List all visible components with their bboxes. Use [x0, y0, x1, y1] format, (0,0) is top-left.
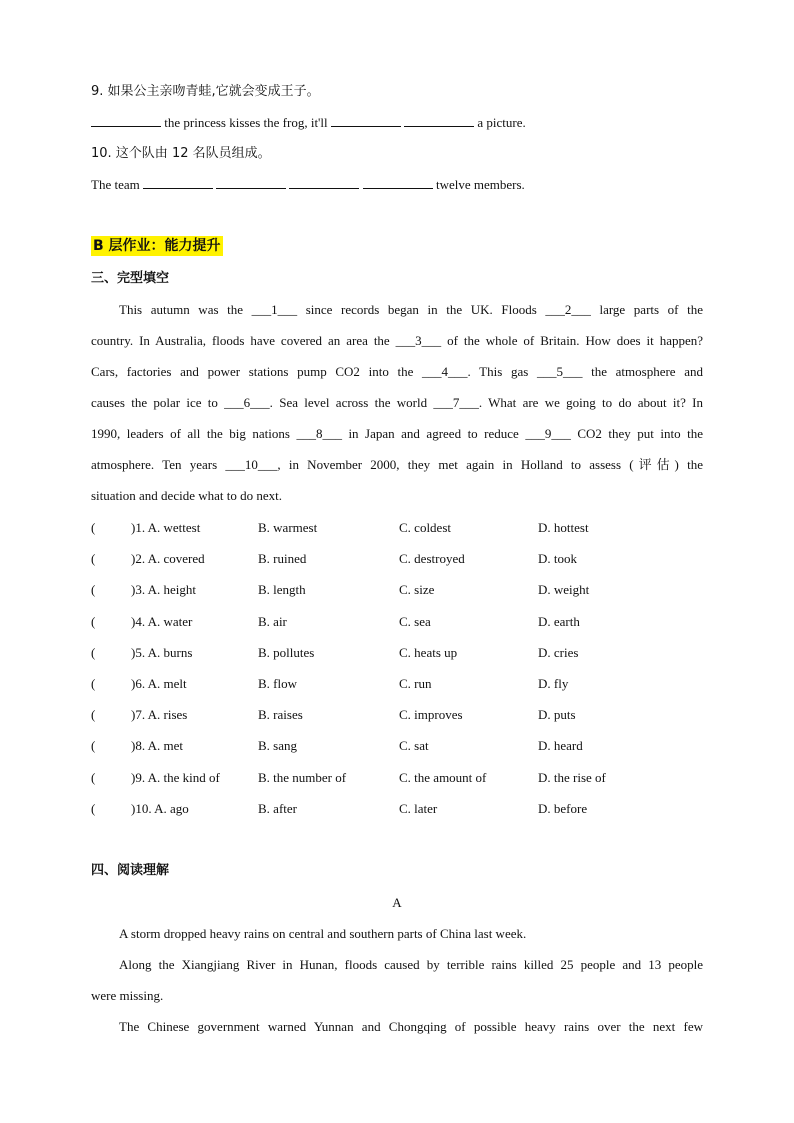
- option-c: C. improves: [399, 707, 463, 722]
- q10-text-start: The team: [91, 177, 143, 192]
- reading-paragraph-2-line-1: Along the Xiangjiang River in Hunan, floods caused by terrible rains killed 25 people and 13 people: [119, 957, 703, 972]
- cloze-line-6: atmosphere. Ten years ___10___, in November 2000, they met again in Holland to assess (评估) the: [91, 457, 703, 472]
- answer-blank[interactable]: [143, 176, 213, 189]
- option-a: )2. A. covered: [131, 551, 205, 566]
- option-c: C. destroyed: [399, 551, 465, 566]
- option-d: D. the rise of: [538, 770, 606, 785]
- option-d: D. before: [538, 801, 588, 816]
- option-a: )5. A. burns: [131, 645, 193, 660]
- cloze-heading: 三、完型填空: [91, 271, 170, 286]
- answer-paren[interactable]: (: [91, 614, 96, 629]
- option-a: )9. A. the kind of: [131, 770, 220, 785]
- answer-paren[interactable]: (: [91, 551, 96, 566]
- cloze-line-5: 1990, leaders of all the big nations ___8___ in Japan and agreed to reduce ___9___ CO2 they put into the: [91, 426, 703, 441]
- answer-paren[interactable]: (: [91, 582, 96, 597]
- option-c: C. sat: [399, 738, 429, 753]
- option-b: B. the number of: [258, 770, 347, 785]
- cloze-line-3: Cars, factories and power stations pump CO2 into the ___4___. This gas ___5___ the atmosphere and: [91, 364, 703, 379]
- reading-paragraph-3-line-1: The Chinese government warned Yunnan and Chongqing of possible heavy rains over the next few: [119, 1019, 703, 1034]
- question-row: [91, 613, 711, 631]
- option-a: )6. A. melt: [131, 676, 187, 691]
- question-row: [91, 581, 711, 599]
- option-a: )4. A. water: [131, 614, 193, 629]
- option-d: D. took: [538, 551, 577, 566]
- q9-prompt: 9. 如果公主亲吻青蛙,它就会变成王子。: [91, 84, 320, 99]
- q10-prompt: 10. 这个队由 12 名队员组成。: [91, 146, 271, 161]
- option-c: C. heats up: [399, 645, 458, 660]
- option-b: B. pollutes: [258, 645, 315, 660]
- option-d: D. heard: [538, 738, 583, 753]
- reading-heading: 四、阅读理解: [91, 863, 170, 878]
- cloze-line-2: country. In Australia, floods have covered an area the ___3___ of the whole of Britain. How does it happen?: [91, 333, 703, 348]
- option-b: B. sang: [258, 738, 297, 753]
- option-b: B. air: [258, 614, 287, 629]
- q10-text-end: twelve members.: [432, 177, 525, 192]
- option-c: C. size: [399, 582, 435, 597]
- option-b: B. length: [258, 582, 306, 597]
- question-row: [91, 550, 711, 568]
- option-d: D. fly: [538, 676, 569, 691]
- option-d: D. cries: [538, 645, 579, 660]
- cloze-line-4: causes the polar ice to ___6___. Sea level across the world ___7___. What are we going to do about it? In: [91, 395, 703, 410]
- q10-answer-line: [91, 176, 525, 194]
- passage-title: A: [392, 895, 402, 910]
- answer-blank[interactable]: [289, 176, 359, 189]
- option-b: B. flow: [258, 676, 297, 691]
- reading-paragraph-1: A storm dropped heavy rains on central and southern parts of China last week.: [119, 926, 527, 941]
- answer-blank[interactable]: [331, 114, 401, 127]
- question-row: [91, 706, 711, 724]
- cloze-line-1: This autumn was the ___1___ since records began in the UK. Floods ___2___ large parts of the: [119, 302, 703, 317]
- option-c: C. run: [399, 676, 432, 691]
- option-d: D. weight: [538, 582, 590, 597]
- option-b: B. after: [258, 801, 297, 816]
- option-b: B. warmest: [258, 520, 318, 535]
- option-c: C. coldest: [399, 520, 451, 535]
- answer-paren[interactable]: (: [91, 770, 96, 785]
- question-row: [91, 644, 711, 662]
- option-d: D. puts: [538, 707, 576, 722]
- option-a: )3. A. height: [131, 582, 196, 597]
- option-c: C. the amount of: [399, 770, 487, 785]
- answer-paren[interactable]: (: [91, 738, 96, 753]
- option-a: )1. A. wettest: [131, 520, 201, 535]
- answer-blank[interactable]: [404, 114, 474, 127]
- option-b: B. raises: [258, 707, 303, 722]
- answer-blank[interactable]: [363, 176, 433, 189]
- answer-blank[interactable]: [216, 176, 286, 189]
- section-b-title: B 层作业：能力提升: [93, 238, 221, 254]
- cloze-line-7: situation and decide what to do next.: [91, 488, 282, 503]
- answer-paren[interactable]: (: [91, 707, 96, 722]
- option-d: D. earth: [538, 614, 580, 629]
- option-d: D. hottest: [538, 520, 589, 535]
- option-a: )8. A. met: [131, 738, 183, 753]
- answer-paren[interactable]: (: [91, 520, 96, 535]
- question-row: [91, 769, 711, 787]
- option-a: )10. A. ago: [131, 801, 189, 816]
- option-c: C. later: [399, 801, 438, 816]
- question-row: [91, 800, 711, 818]
- q9-text-1: the princess kisses the frog, it'll: [161, 115, 331, 130]
- question-row: [91, 519, 711, 537]
- option-c: C. sea: [399, 614, 431, 629]
- q9-answer-line: [91, 114, 526, 132]
- option-a: )7. A. rises: [131, 707, 188, 722]
- reading-paragraph-2-line-2: were missing.: [91, 988, 164, 1003]
- answer-paren[interactable]: (: [91, 801, 96, 816]
- question-row: [91, 675, 711, 693]
- question-row: [91, 737, 711, 755]
- option-b: B. ruined: [258, 551, 307, 566]
- answer-paren[interactable]: (: [91, 676, 96, 691]
- answer-blank[interactable]: [91, 114, 161, 127]
- q9-text-2: a picture.: [474, 115, 526, 130]
- answer-paren[interactable]: (: [91, 645, 96, 660]
